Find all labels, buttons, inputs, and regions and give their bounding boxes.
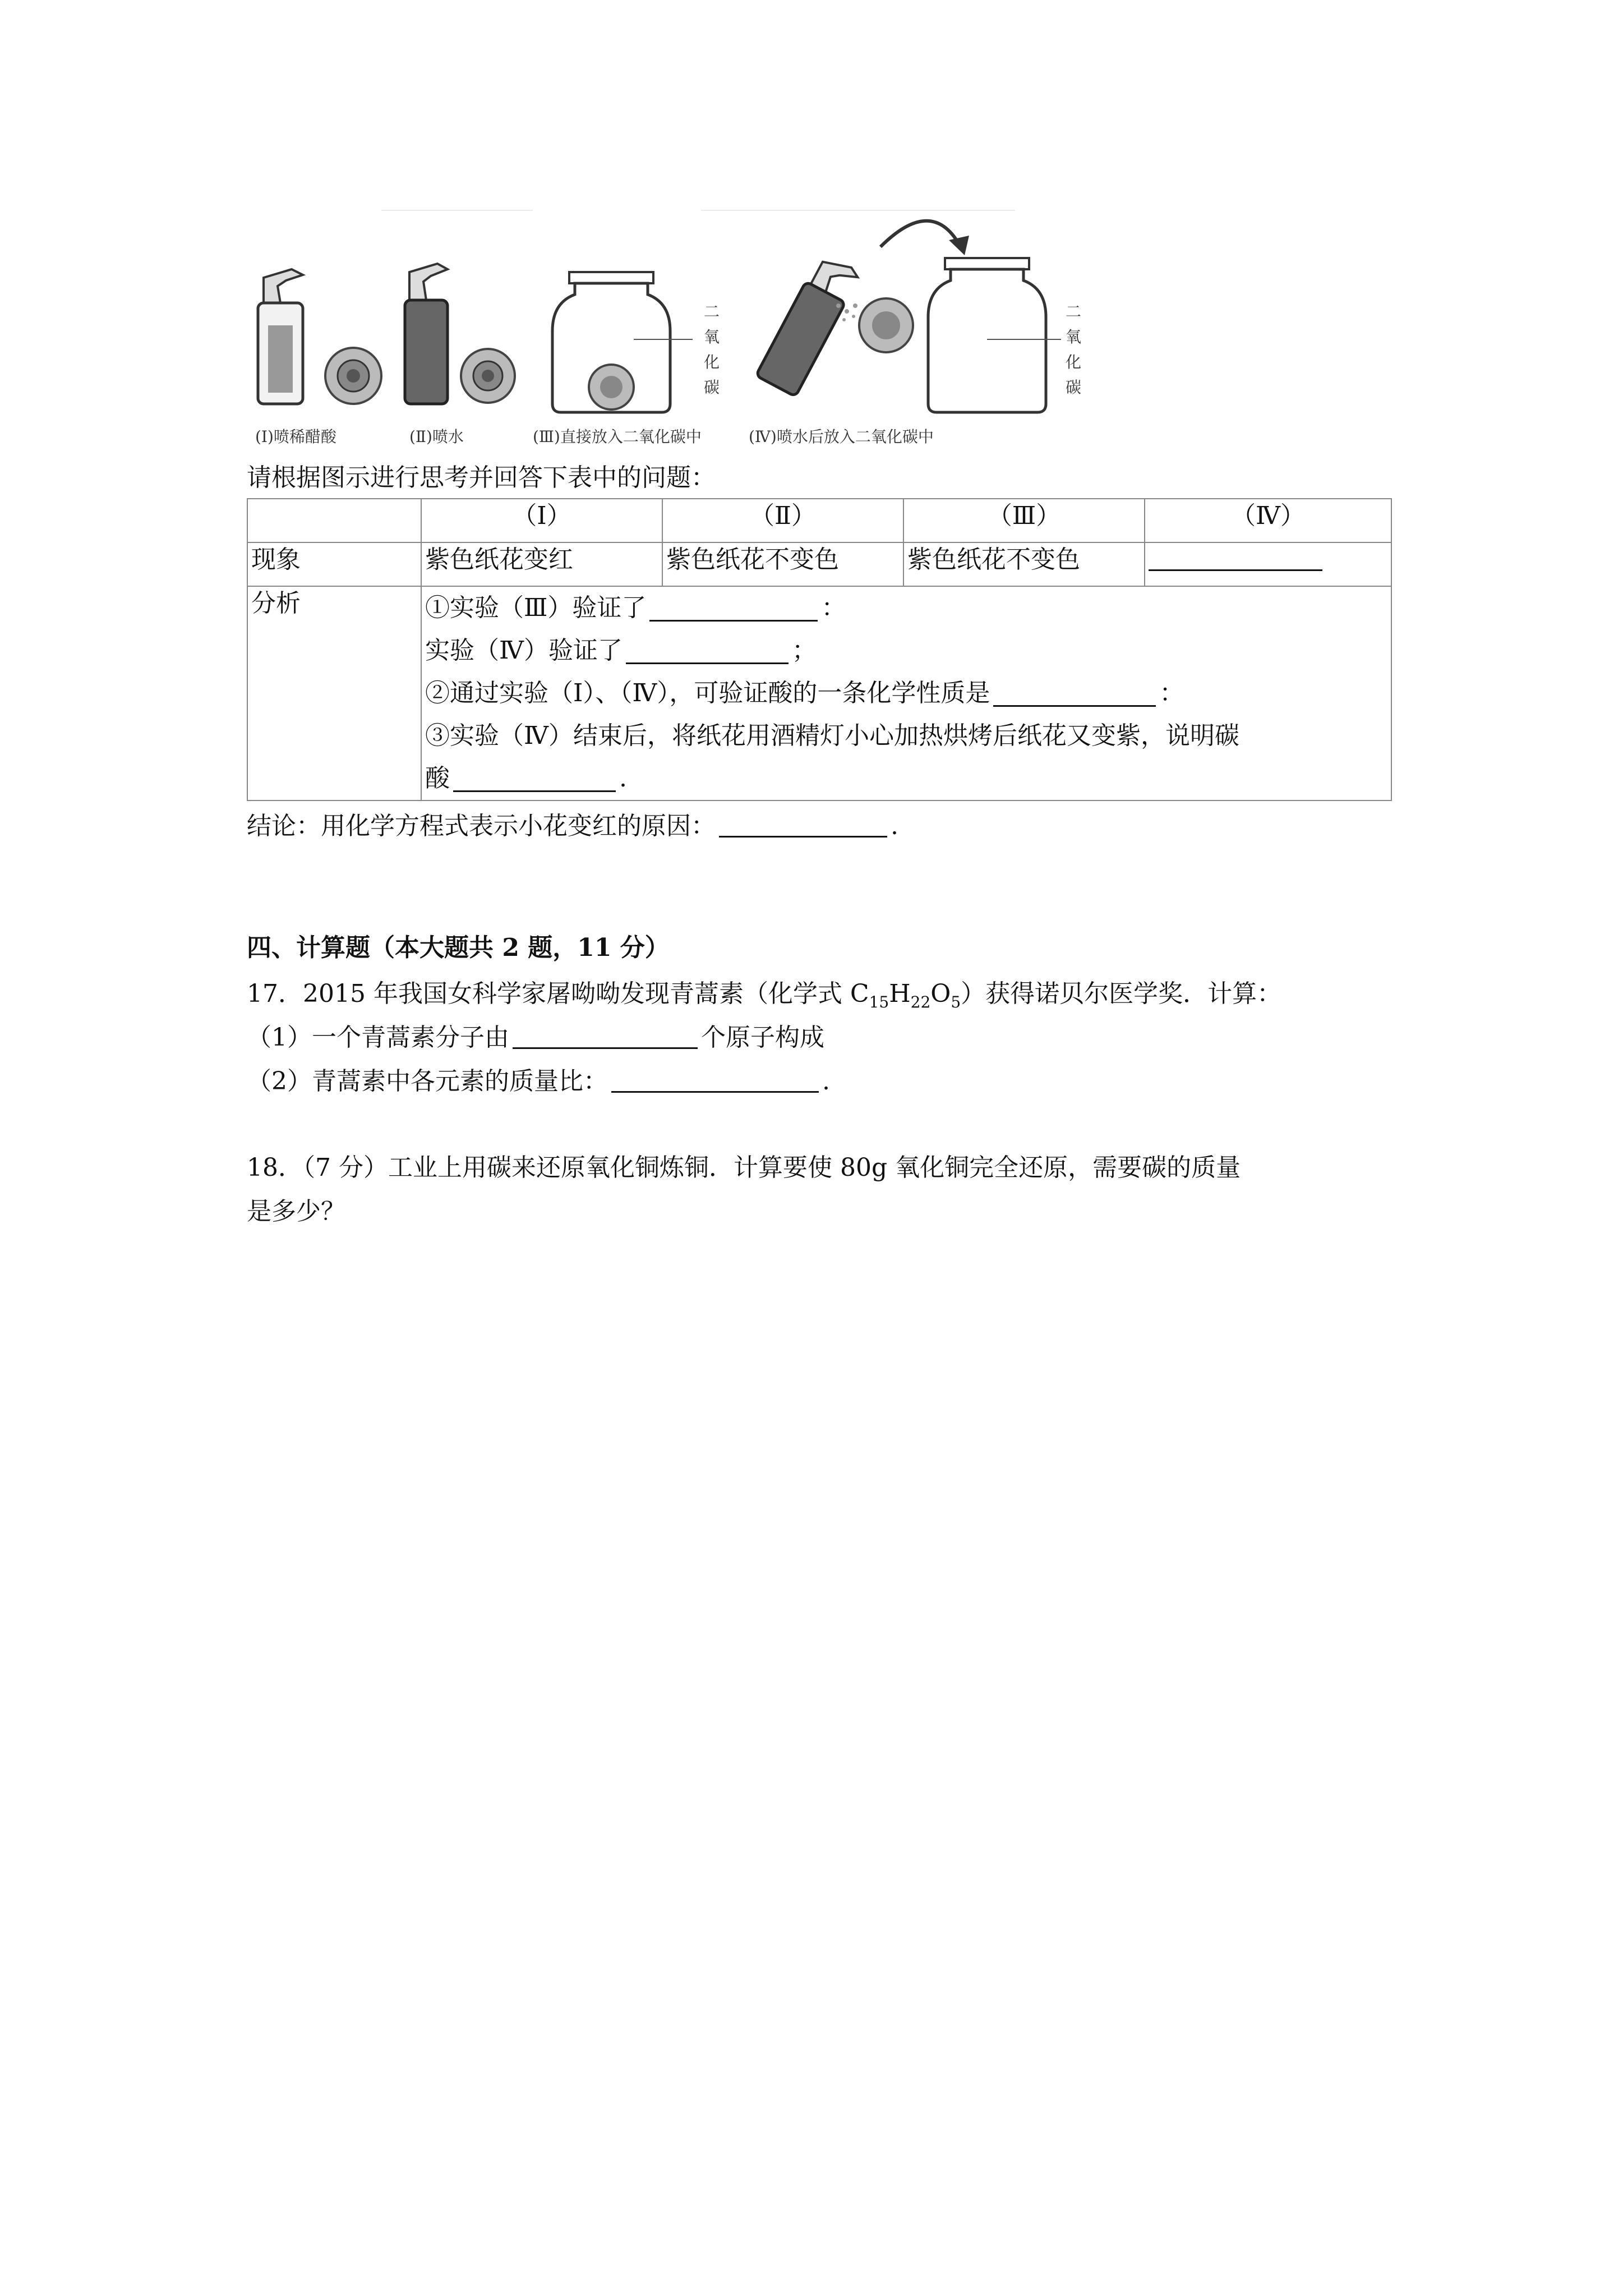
flower-1 xyxy=(325,348,381,404)
header-empty xyxy=(247,499,421,542)
analysis-line-3: ②通过实验（Ⅰ）、（Ⅳ），可验证酸的一条化学性质是 xyxy=(425,679,990,707)
caption-3: (Ⅲ)直接放入二氧化碳中 xyxy=(533,427,702,446)
caption-2: (Ⅱ)喷水 xyxy=(409,427,464,446)
analysis-line-5: 酸 xyxy=(425,764,450,793)
phenomenon-4 xyxy=(1145,542,1391,586)
punct: . xyxy=(891,812,898,840)
header-4: （Ⅳ） xyxy=(1145,499,1391,542)
section-title: 四、计算题（本大题共 2 题，11 分） xyxy=(247,933,670,962)
question-17-part1 xyxy=(247,1021,824,1055)
question-18-line1: 18．（7 分）工业上用碳来还原氧化铜炼铜．计算要使 80g 氧化铜完全还原，需要碳的质量 xyxy=(247,1153,1241,1182)
answer-blank[interactable] xyxy=(1149,545,1322,571)
jar-label-1 xyxy=(704,302,720,397)
spray-bottle-4 xyxy=(756,252,861,397)
conclusion-text: 结论：用化学方程式表示小花变红的原因： xyxy=(247,812,716,840)
answer-blank[interactable] xyxy=(611,1066,819,1093)
answer-blank[interactable] xyxy=(993,680,1156,707)
question-18-line2: 是多少？ xyxy=(247,1197,345,1226)
phenomenon-3: 紫色纸花不变色 xyxy=(903,542,1145,586)
svg-text:化: 化 xyxy=(1066,353,1082,371)
answer-blank[interactable] xyxy=(649,595,818,622)
svg-text:二: 二 xyxy=(1066,302,1082,321)
subscript: 15 xyxy=(869,992,889,1011)
flower-2 xyxy=(461,349,515,403)
q17-text: O xyxy=(930,979,951,1008)
svg-text:二: 二 xyxy=(704,302,720,321)
subscript: 22 xyxy=(910,992,931,1011)
answer-blank[interactable] xyxy=(513,1023,698,1049)
answer-blank[interactable] xyxy=(626,638,789,664)
q17-text: H xyxy=(889,979,911,1008)
analysis-content xyxy=(421,586,1391,800)
jar-co2-3 xyxy=(552,272,693,412)
phenomenon-label: 现象 xyxy=(247,542,421,586)
phenomenon-row xyxy=(247,542,1391,586)
table-header-row xyxy=(247,499,1391,542)
jar-label-2 xyxy=(1066,302,1081,397)
svg-text:碳: 碳 xyxy=(704,378,720,397)
punct: ： xyxy=(1159,679,1184,707)
analysis-line-2: 实验（Ⅳ）验证了 xyxy=(425,636,623,665)
q17-part2-text: （2）青蒿素中各元素的质量比： xyxy=(247,1067,608,1096)
spray-bottle-1 xyxy=(258,269,303,404)
q17-text: ）获得诺贝尔医学奖．计算： xyxy=(961,979,1282,1008)
q17-text: 17．2015 年我国女科学家屠呦呦发现青蒿素（化学式 C xyxy=(247,979,869,1008)
analysis-line-4: ③实验（Ⅳ）结束后，将纸花用酒精灯小心加热烘烤后纸花又变紫，说明碳 xyxy=(425,721,1239,750)
jar-co2-4 xyxy=(928,258,1061,412)
table-intro: 请根据图示进行思考并回答下表中的问题： xyxy=(247,463,716,492)
subscript: 5 xyxy=(951,992,961,1011)
header-3: （Ⅲ） xyxy=(903,499,1145,542)
punct: ： xyxy=(821,593,846,622)
punct: ； xyxy=(791,636,817,665)
spray-bottle-2 xyxy=(405,264,448,404)
punct: . xyxy=(822,1067,830,1096)
svg-text:氧: 氧 xyxy=(704,328,720,346)
header-2: （Ⅱ） xyxy=(662,499,903,542)
svg-text:化: 化 xyxy=(704,353,720,371)
question-table xyxy=(247,498,1392,801)
question-17 xyxy=(247,977,1281,1011)
punct: . xyxy=(619,764,627,793)
header-1: （Ⅰ） xyxy=(421,499,662,542)
svg-text:氧: 氧 xyxy=(1066,328,1082,346)
q17-part1-text: （1）一个青蒿素分子由 xyxy=(247,1023,509,1052)
caption-4: (Ⅳ)喷水后放入二氧化碳中 xyxy=(749,427,934,446)
arrow-icon xyxy=(880,221,959,247)
answer-blank[interactable] xyxy=(453,766,616,792)
svg-text:碳: 碳 xyxy=(1066,378,1082,397)
analysis-line-1: ①实验（Ⅲ）验证了 xyxy=(425,593,647,622)
analysis-row xyxy=(247,586,1391,800)
analysis-label: 分析 xyxy=(247,586,421,800)
phenomenon-1: 紫色纸花变红 xyxy=(421,542,662,586)
caption-1: (Ⅰ)喷稀醋酸 xyxy=(255,427,336,446)
phenomenon-2: 紫色纸花不变色 xyxy=(662,542,903,586)
flower-4 xyxy=(859,298,913,352)
conclusion xyxy=(247,809,898,843)
answer-blank[interactable] xyxy=(719,811,887,838)
question-17-part2 xyxy=(247,1065,830,1098)
experiment-figure xyxy=(241,196,1082,460)
q17-part1-suffix: 个原子构成 xyxy=(701,1023,824,1052)
